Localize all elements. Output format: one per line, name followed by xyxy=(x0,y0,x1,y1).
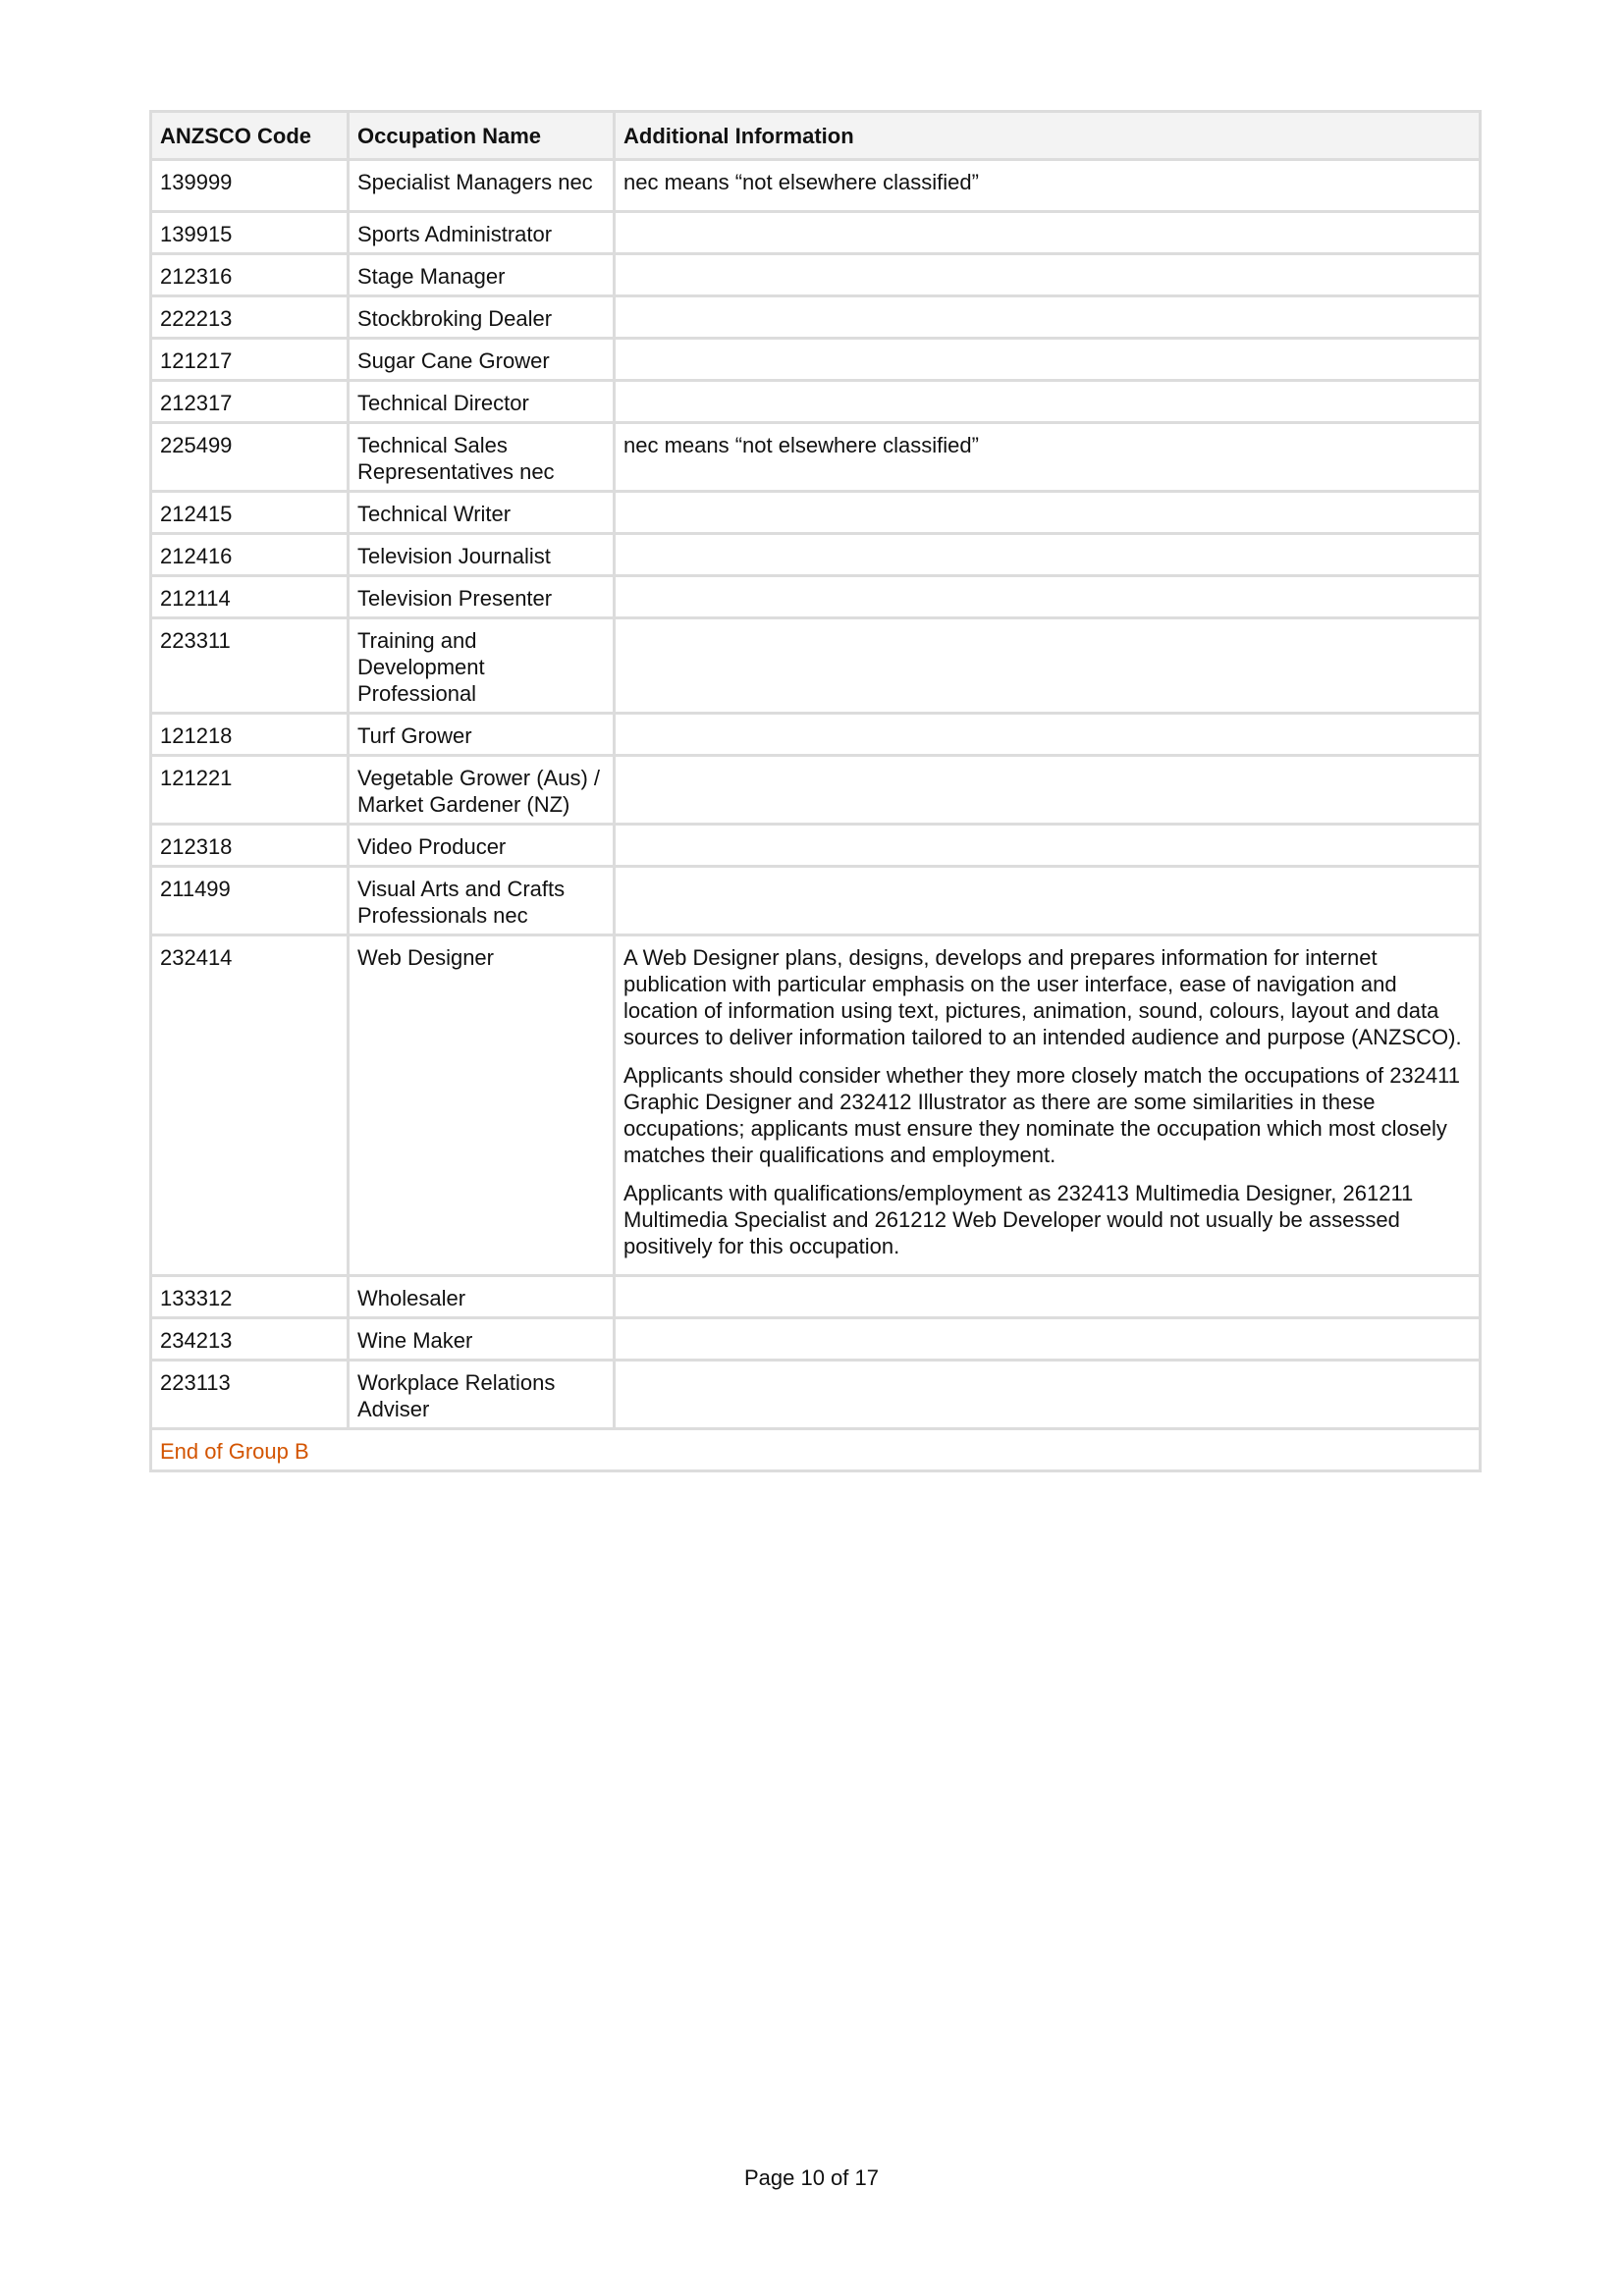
anzsco-code-cell: 212415 xyxy=(152,493,347,532)
anzsco-code-cell: 121217 xyxy=(152,340,347,379)
table-row xyxy=(152,1319,1479,1359)
occupation-name-cell: Stage Manager xyxy=(350,255,613,294)
occupation-name-cell: Wholesaler xyxy=(350,1277,613,1316)
anzsco-code-cell: 223311 xyxy=(152,619,347,712)
table-row xyxy=(152,936,1479,1274)
occupation-name-cell: Workplace Relations Adviser xyxy=(350,1362,613,1427)
header-anzsco-code: ANZSCO Code xyxy=(152,113,347,158)
table-row xyxy=(152,535,1479,574)
info-paragraph: Applicants with qualifications/employment as 232413 Multimedia Designer, 261211 Multimedia Specialist and 261212 Web Developer would not usually be assessed positively for this occupation. xyxy=(623,1181,1414,1258)
additional-information-cell xyxy=(616,255,1479,294)
occupation-name-cell: Turf Grower xyxy=(350,715,613,754)
additional-information-cell xyxy=(616,297,1479,337)
table-body xyxy=(152,161,1479,1427)
anzsco-code-cell: 212316 xyxy=(152,255,347,294)
table-row xyxy=(152,826,1479,865)
occupation-name-cell: Visual Arts and Crafts Professionals nec xyxy=(350,868,613,934)
occupation-name-cell: Television Journalist xyxy=(350,535,613,574)
additional-information-cell xyxy=(616,826,1479,865)
anzsco-code-cell: 232414 xyxy=(152,936,347,1274)
table-row xyxy=(152,577,1479,616)
occupation-name-cell: Sports Administrator xyxy=(350,213,613,252)
additional-information-cell xyxy=(616,757,1479,823)
info-paragraph: nec means “not elsewhere classified” xyxy=(623,170,979,194)
info-paragraph: nec means “not elsewhere classified” xyxy=(623,433,979,457)
additional-information-cell xyxy=(616,213,1479,252)
anzsco-code-cell: 139999 xyxy=(152,161,347,210)
table-row xyxy=(152,493,1479,532)
anzsco-code-cell: 212318 xyxy=(152,826,347,865)
additional-information-cell xyxy=(616,382,1479,421)
header-occupation-name: Occupation Name xyxy=(350,113,613,158)
table-row xyxy=(152,161,1479,210)
anzsco-code-cell: 212114 xyxy=(152,577,347,616)
anzsco-code-cell: 121221 xyxy=(152,757,347,823)
page-number: Page 10 of 17 xyxy=(743,2165,879,2190)
info-paragraph: A Web Designer plans, designs, develops and prepares information for internet publication with particular emphasis on the user interface, ease of navigation and location of information using text, pictures, animation, sound, colours, layout and data sources to deliver information tailored to an intended audience and purpose (ANZSCO). xyxy=(623,945,1462,1049)
additional-information-cell xyxy=(616,535,1479,574)
anzsco-code-cell: 212416 xyxy=(152,535,347,574)
table-row xyxy=(152,1277,1479,1316)
table-row xyxy=(152,424,1479,490)
occupation-name-cell: Specialist Managers nec xyxy=(350,161,613,210)
additional-information-cell xyxy=(616,1277,1479,1316)
table-row xyxy=(152,382,1479,421)
anzsco-code-cell: 121218 xyxy=(152,715,347,754)
anzsco-code-cell: 133312 xyxy=(152,1277,347,1316)
additional-information-cell xyxy=(616,936,1479,1274)
occupation-name-cell: Wine Maker xyxy=(350,1319,613,1359)
occupation-name-cell: Web Designer xyxy=(350,936,613,1274)
end-of-group-label: End of Group B xyxy=(152,1430,1479,1469)
end-row xyxy=(152,1430,1479,1469)
table-row xyxy=(152,255,1479,294)
anzsco-code-cell: 223113 xyxy=(152,1362,347,1427)
occupation-name-cell: Technical Writer xyxy=(350,493,613,532)
anzsco-code-cell: 139915 xyxy=(152,213,347,252)
occupation-name-cell: Television Presenter xyxy=(350,577,613,616)
table-row xyxy=(152,1362,1479,1427)
header-additional-information: Additional Information xyxy=(616,113,1479,158)
anzsco-code-cell: 234213 xyxy=(152,1319,347,1359)
info-paragraph: Applicants should consider whether they more closely match the occupations of 232411 Graphic Designer and 232412 Illustrator as there are some similarities in these occupations; applicants must ensure they nominate the occupation which most closely matches their qualifications and employment. xyxy=(623,1063,1460,1167)
table-row xyxy=(152,868,1479,934)
table-row xyxy=(152,340,1479,379)
occupation-name-cell: Vegetable Grower (Aus) / Market Gardener (NZ) xyxy=(350,757,613,823)
anzsco-code-cell: 211499 xyxy=(152,868,347,934)
additional-information-cell xyxy=(616,340,1479,379)
additional-information-cell xyxy=(616,619,1479,712)
table-row xyxy=(152,757,1479,823)
occupation-table xyxy=(149,110,1482,1472)
additional-information-cell xyxy=(616,868,1479,934)
table-row xyxy=(152,715,1479,754)
occupation-name-cell: Training and Development Professional xyxy=(350,619,613,712)
anzsco-code-cell: 225499 xyxy=(152,424,347,490)
table-header-row xyxy=(152,113,1479,158)
occupation-name-cell: Technical Sales Representatives nec xyxy=(350,424,613,490)
table-row xyxy=(152,619,1479,712)
additional-information-cell xyxy=(616,424,1479,490)
occupation-name-cell: Stockbroking Dealer xyxy=(350,297,613,337)
table-row xyxy=(152,213,1479,252)
anzsco-code-cell: 212317 xyxy=(152,382,347,421)
table-row xyxy=(152,297,1479,337)
occupation-name-cell: Sugar Cane Grower xyxy=(350,340,613,379)
anzsco-code-cell: 222213 xyxy=(152,297,347,337)
additional-information-cell xyxy=(616,1362,1479,1427)
additional-information-cell xyxy=(616,1319,1479,1359)
additional-information-cell xyxy=(616,577,1479,616)
additional-information-cell xyxy=(616,161,1479,210)
occupation-name-cell: Video Producer xyxy=(350,826,613,865)
additional-information-cell xyxy=(616,493,1479,532)
additional-information-cell xyxy=(616,715,1479,754)
occupation-name-cell: Technical Director xyxy=(350,382,613,421)
